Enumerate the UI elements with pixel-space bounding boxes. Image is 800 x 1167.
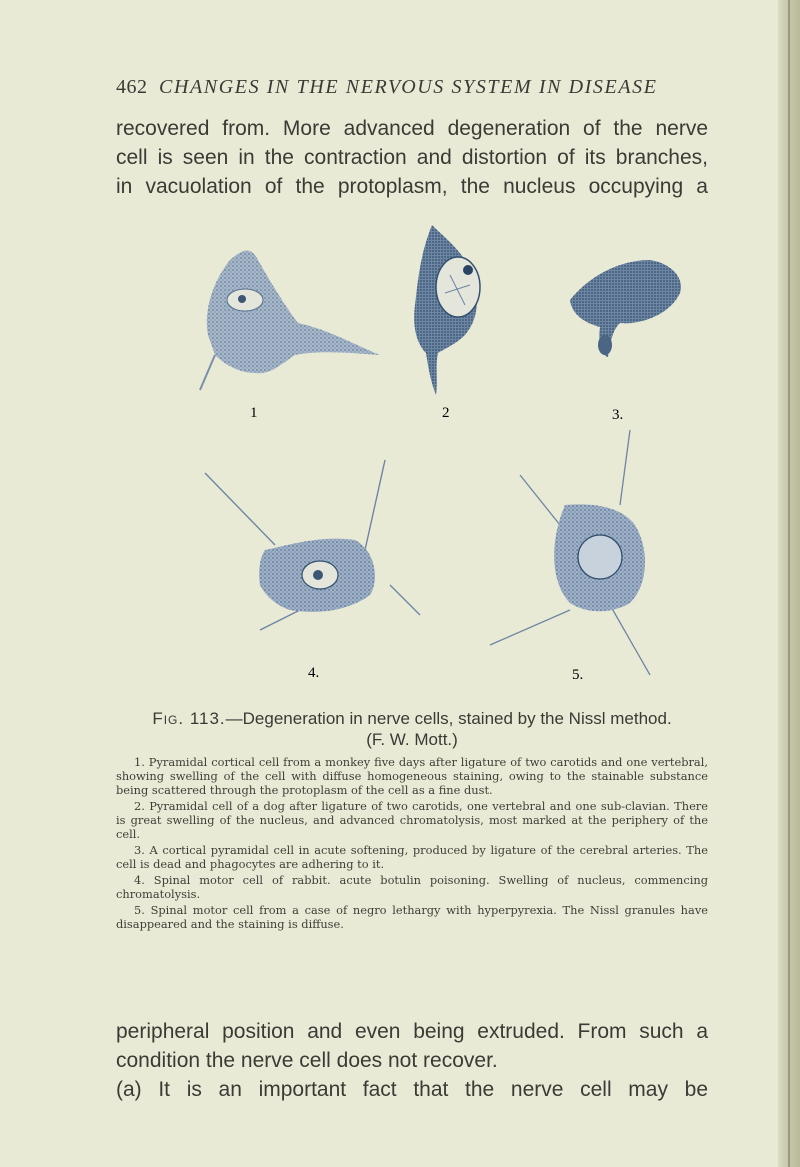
running-title: CHANGES IN THE NERVOUS SYSTEM IN DISEASE bbox=[159, 76, 658, 98]
note-3: 3. A cortical pyramidal cell in acute softening, produced by ligature of the cerebral arteries. The cell is dead and phagocytes are adhering to it. bbox=[116, 843, 708, 871]
figure-notes bbox=[116, 755, 708, 933]
note-2: 2. Pyramidal cell of a dog after ligature of two carotids, one vertebral and one sub-clavian. There is great swelling of the nucleus, and advanced chromatolysis, most marked at the periphery of the cell. bbox=[116, 799, 708, 841]
figure-label-5: 5. bbox=[572, 667, 584, 683]
cell-5 bbox=[490, 430, 650, 675]
running-header bbox=[116, 76, 706, 99]
nerve-cell-figure bbox=[180, 205, 700, 700]
cell-2 bbox=[414, 225, 480, 395]
text-line: in vacuolation of the protoplasm, the nucleus occupying a bbox=[116, 175, 708, 198]
caption-text: —Degeneration in nerve cells, stained by the Nissl method. bbox=[225, 709, 672, 728]
bottom-paragraph bbox=[116, 1017, 708, 1104]
figure-number: Fig. 113. bbox=[152, 709, 226, 728]
text-line: condition the nerve cell does not recover. bbox=[116, 1049, 498, 1072]
cell-1 bbox=[200, 251, 380, 390]
figure-label-1: 1 bbox=[250, 405, 258, 421]
note-5: 5. Spinal motor cell from a case of negro lethargy with hyperpyrexia. The Nissl granules have disappeared and the staining is diffuse. bbox=[116, 903, 708, 931]
figure-label-2: 2 bbox=[442, 405, 450, 421]
figure-caption bbox=[116, 708, 708, 750]
figure-label-4: 4. bbox=[308, 665, 320, 681]
page-edge-line bbox=[788, 0, 790, 1167]
page-number: 462 bbox=[116, 76, 148, 98]
figure-label-3: 3. bbox=[612, 407, 624, 423]
cell-3 bbox=[570, 260, 681, 357]
top-paragraph bbox=[116, 114, 708, 201]
text-line: cell is seen in the contraction and distortion of its branches, bbox=[116, 146, 708, 169]
caption-credit: (F. W. Mott.) bbox=[366, 730, 458, 749]
note-1: 1. Pyramidal cortical cell from a monkey five days after ligature of two carotids and one vertebral, showing swelling of the cell with diffuse homogeneous staining, owing to the stainable substance being scattered through the protoplasm of the cell as a fine dust. bbox=[116, 755, 708, 797]
text-line: (a) It is an important fact that the nerve cell may be bbox=[116, 1078, 708, 1101]
text-line: recovered from. More advanced degeneration of the nerve bbox=[116, 117, 708, 140]
text-line: peripheral position and even being extruded. From such a bbox=[116, 1020, 708, 1043]
figure-illustration bbox=[180, 205, 700, 700]
cell-4 bbox=[205, 460, 420, 630]
note-4: 4. Spinal motor cell of rabbit. acute botulin poisoning. Swelling of nucleus, commencing chromatolysis. bbox=[116, 873, 708, 901]
